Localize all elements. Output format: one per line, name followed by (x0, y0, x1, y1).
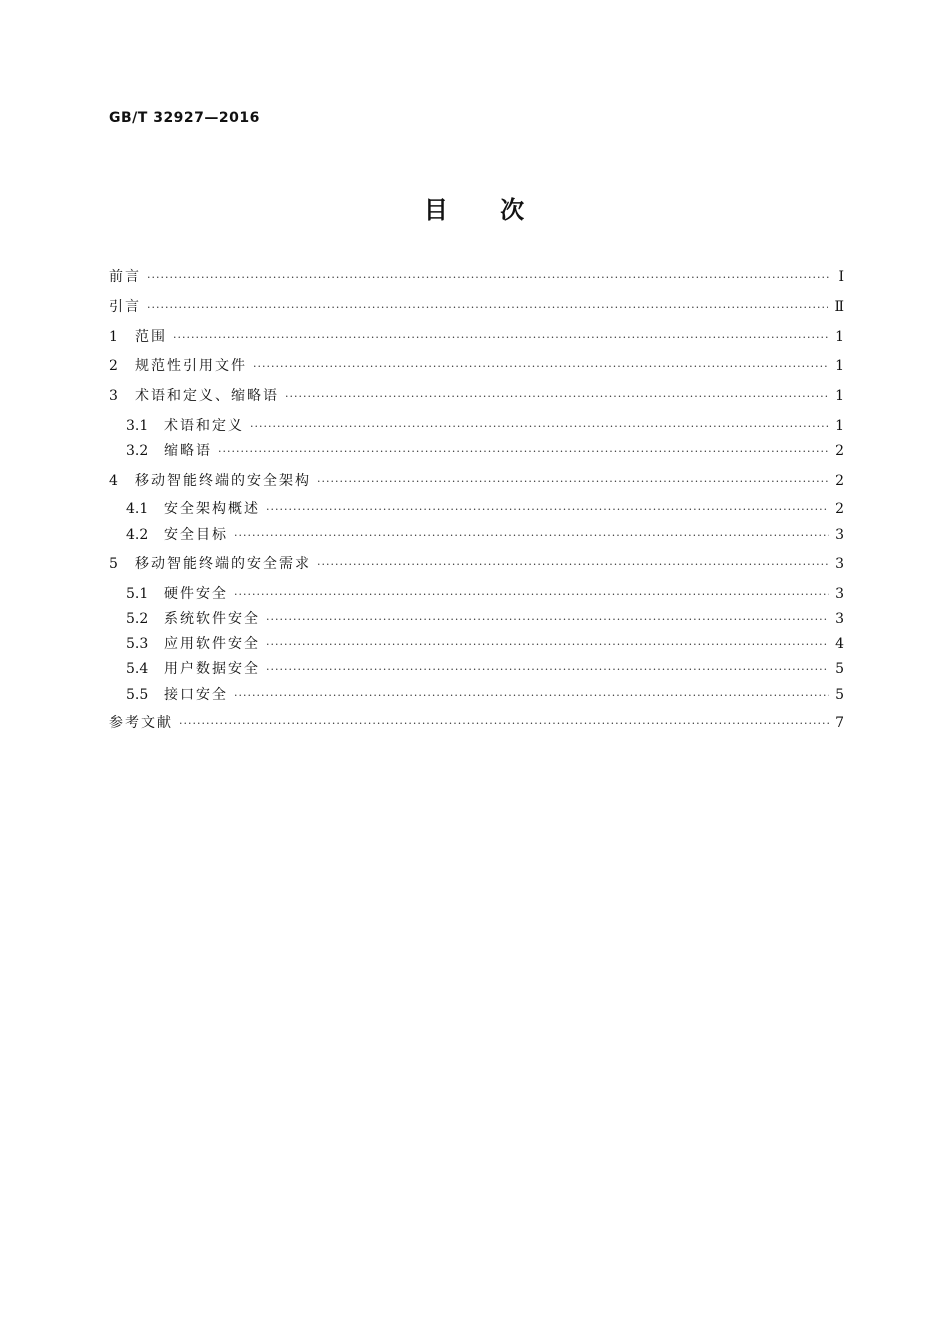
toc-entry-page: 2 (835, 473, 844, 489)
toc-dot-leader (253, 356, 829, 378)
toc-entry-page: 2 (835, 443, 844, 459)
toc-entry-page: 3 (835, 527, 844, 543)
toc-entry[interactable] (126, 440, 844, 462)
toc-entry-label: 前言 (109, 269, 141, 285)
toc-dot-leader (179, 713, 829, 735)
toc-entry[interactable] (109, 470, 844, 492)
toc-dot-leader (266, 659, 829, 681)
toc-entry-number: 5.5 (126, 687, 149, 703)
toc-dot-leader (234, 584, 829, 606)
toc-entry-page: 3 (835, 611, 844, 627)
toc-entry-label: 术语和定义、缩略语 (135, 388, 279, 404)
toc-dot-leader (317, 554, 829, 576)
toc-entry[interactable] (109, 355, 844, 377)
toc-entry[interactable] (109, 712, 844, 734)
toc-entry-page: 2 (835, 501, 844, 517)
toc-entry-label: 移动智能终端的安全需求 (135, 556, 311, 572)
toc-entry-page: 1 (835, 418, 844, 434)
toc-entry-label: 硬件安全 (164, 586, 228, 602)
toc-entry-label: 术语和定义 (164, 418, 244, 434)
toc-entry-page: 5 (835, 687, 844, 703)
toc-entry-page: 5 (835, 661, 844, 677)
toc-entry-number: 5.3 (126, 636, 149, 652)
toc-entry[interactable] (126, 633, 844, 655)
toc-entry-label: 接口安全 (164, 687, 228, 703)
toc-dot-leader (147, 297, 828, 319)
toc-entry[interactable] (109, 266, 844, 288)
toc-entry[interactable] (126, 524, 844, 546)
toc-entry-label: 范围 (135, 329, 167, 345)
toc-dot-leader (147, 267, 830, 289)
toc-entry-number: 5.2 (126, 611, 149, 627)
toc-entry-label: 系统软件安全 (164, 611, 260, 627)
toc-entry[interactable] (126, 498, 844, 520)
toc-dot-leader (266, 609, 829, 631)
toc-entry-number: 5.4 (126, 661, 149, 677)
toc-dot-leader (234, 685, 829, 707)
toc-entry-label: 规范性引用文件 (135, 358, 247, 374)
toc-entry-label: 参考文献 (109, 715, 173, 731)
toc-entry-page: 7 (835, 715, 844, 731)
toc-entry[interactable] (109, 326, 844, 348)
toc-entry[interactable] (126, 684, 844, 706)
toc-entry-page: Ⅰ (838, 269, 844, 285)
toc-dot-leader (266, 499, 829, 521)
toc-entry-label: 用户数据安全 (164, 661, 260, 677)
toc-entry-number: 4.1 (126, 501, 149, 517)
toc-entry-page: 4 (835, 636, 844, 652)
toc-entry[interactable] (109, 385, 844, 407)
toc-dot-leader (285, 386, 829, 408)
toc-dot-leader (234, 525, 829, 547)
toc-dot-leader (173, 327, 829, 349)
toc-entry[interactable] (126, 658, 844, 680)
toc-dot-leader (218, 441, 829, 463)
toc-entry-page: 1 (835, 329, 844, 345)
toc-entry[interactable] (126, 415, 844, 437)
toc-entry-label: 安全目标 (164, 527, 228, 543)
page-title: 目 次 (423, 196, 527, 224)
document-code: GB/T 32927—2016 (109, 110, 260, 126)
toc-entry-page: 1 (835, 358, 844, 374)
toc-entry-page: Ⅱ (834, 299, 844, 315)
toc-dot-leader (250, 416, 829, 438)
toc-entry-page: 3 (835, 586, 844, 602)
toc-entry-label: 引言 (109, 299, 141, 315)
toc-entry-page: 1 (835, 388, 844, 404)
toc-entry-number: 3.2 (126, 443, 149, 459)
toc-entry-number: 4 (109, 473, 118, 489)
toc-entry-number: 3.1 (126, 418, 149, 434)
toc-entry-label: 移动智能终端的安全架构 (135, 473, 311, 489)
toc-entry[interactable] (109, 553, 844, 575)
toc-entry[interactable] (126, 608, 844, 630)
toc-entry-number: 4.2 (126, 527, 149, 543)
toc-entry-number: 5 (109, 556, 118, 572)
toc-dot-leader (317, 471, 829, 493)
toc-entry-number: 1 (109, 329, 118, 345)
toc-entry-label: 安全架构概述 (164, 501, 260, 517)
toc-entry-label: 应用软件安全 (164, 636, 260, 652)
toc-entry-number: 5.1 (126, 586, 149, 602)
toc-entry-number: 2 (109, 358, 118, 374)
toc-entry[interactable] (126, 583, 844, 605)
toc-entry[interactable] (109, 296, 844, 318)
toc-entry-page: 3 (835, 556, 844, 572)
toc-entry-label: 缩略语 (164, 443, 212, 459)
toc-dot-leader (266, 634, 829, 656)
toc-entry-number: 3 (109, 388, 118, 404)
